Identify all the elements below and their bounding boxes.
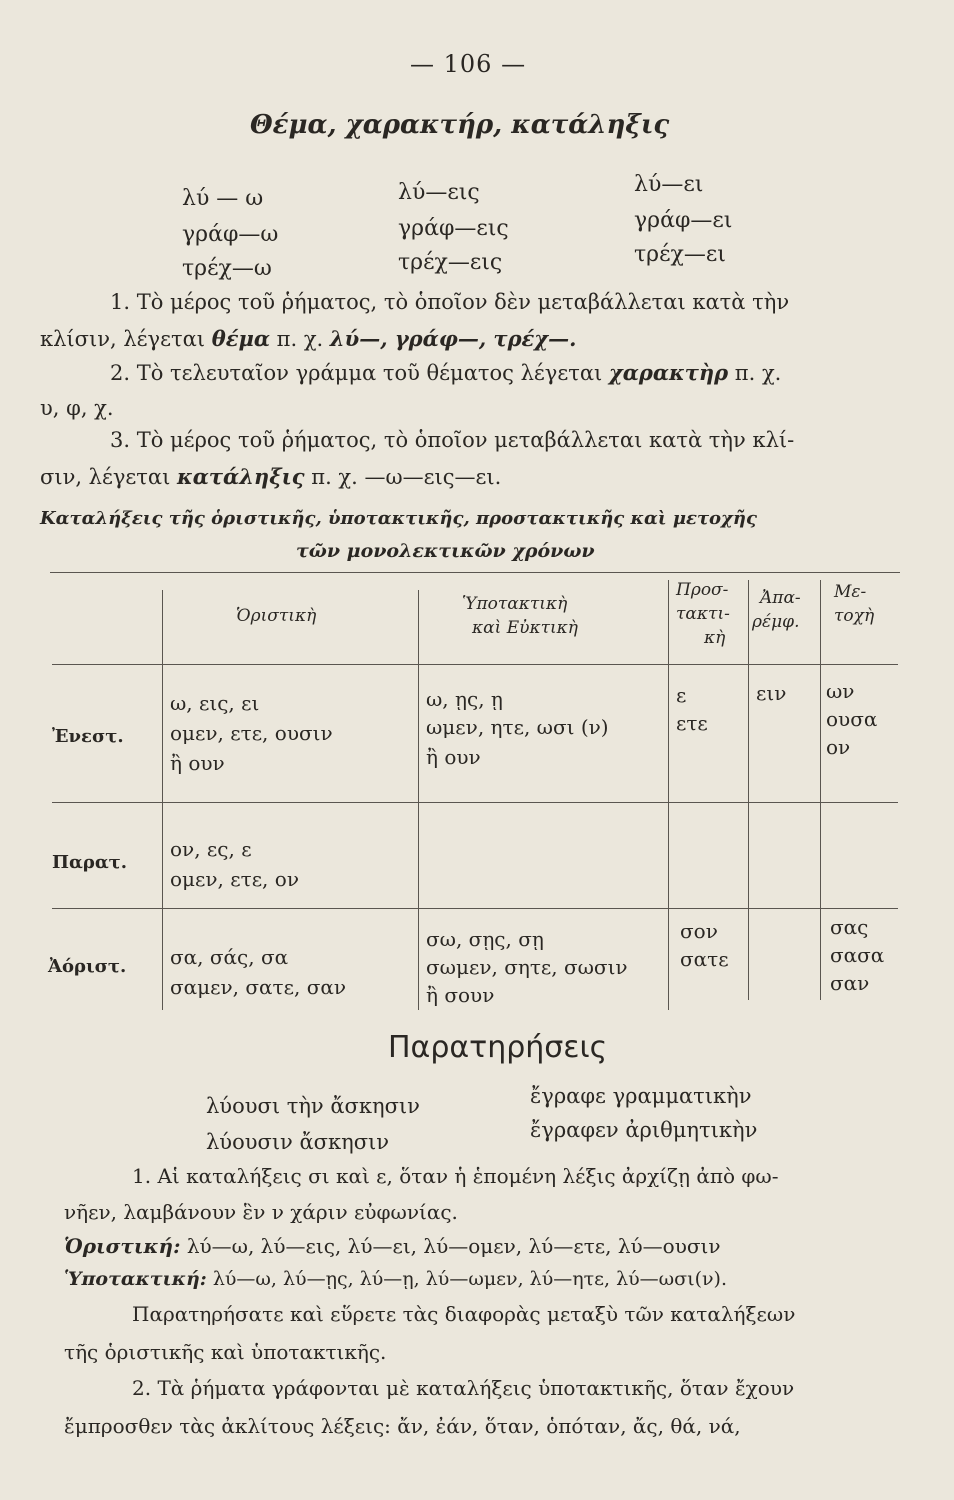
table-col-divider: [748, 580, 749, 1000]
table-subtitle: τῶν μονολεκτικῶν χρόνων: [296, 540, 595, 562]
row-label-parat: Παρατ.: [52, 852, 128, 873]
aorist-prostaktiki: σατε: [680, 947, 729, 971]
example-stems: λύ—, γράφ—, τρέχ—.: [329, 326, 577, 351]
table-top-rule: [50, 572, 900, 573]
row-label-enest: Ἐνεστ.: [52, 726, 124, 747]
table-col-divider: [668, 580, 669, 1010]
example-right: ἔγραφεν ἀριθμητικὴν: [530, 1118, 758, 1142]
ypotaktiki-label: Ὑποτακτική:: [64, 1268, 207, 1290]
header-aparemfato: Ἀπα-: [760, 588, 801, 608]
example-left: λύουσιν ἄσκησιν: [206, 1130, 390, 1154]
aorist-oristiki: σα, σάς, σα: [170, 945, 289, 969]
observations-title: Παρατηρήσεις: [388, 1030, 608, 1065]
enest-prostaktiki: ε: [676, 683, 687, 707]
enest-oristiki: ἢ ουν: [170, 751, 225, 775]
table-col-divider: [820, 580, 821, 1000]
header-metochi: Με-: [834, 582, 867, 602]
enest-metochi: ουσα: [826, 707, 878, 731]
term-thema: θέμα: [211, 326, 270, 351]
header-prostaktiki: Προσ-: [676, 580, 729, 600]
header-ypotaktiki: καὶ Εὐκτικὴ: [472, 618, 578, 638]
rule-1-line-2: κλίσιν, λέγεται θέμα π. χ. λύ—, γράφ—, τρέχ—.: [40, 326, 577, 351]
enest-oristiki: ομεν, ετε, ουσιν: [170, 721, 333, 745]
page-number: — 106 —: [410, 50, 527, 78]
aorist-ypotaktiki: σωμεν, σητε, σωσιν: [426, 955, 628, 979]
conj-cell: λύ—εις: [398, 180, 480, 205]
conj-cell: γράφ—εις: [398, 216, 509, 241]
section-heading: Θέμα, χαρακτήρ, κατάληξις: [250, 110, 670, 140]
conj-cell: γράφ—ω: [182, 222, 279, 247]
enest-ypotaktiki: ἢ ουν: [426, 745, 481, 769]
rule-2-line-2: υ, φ, χ.: [40, 396, 114, 420]
conj-cell: γράφ—ει: [634, 208, 733, 233]
header-ypotaktiki: Ὑποτακτικὴ: [462, 594, 568, 614]
aorist-metochi: σαν: [830, 971, 870, 995]
note-2-line-2: ἔμπροσθεν τὰς ἀκλίτους λέξεις: ἄν, ἐάν, ὅταν, ὁπόταν, ἄς, θά, νά,: [64, 1414, 741, 1438]
rule-2-line-1: 2. Τὸ τελευταῖον γράμμα τοῦ θέματος λέγεται χαρακτὴρ π. χ.: [110, 360, 782, 385]
aorist-ypotaktiki: σω, σῃς, σῃ: [426, 927, 544, 951]
header-metochi: τοχὴ: [834, 606, 875, 626]
term-charaktir: χαρακτὴρ: [608, 360, 729, 385]
term-katalixis: κατάληξις: [177, 464, 305, 489]
row-label-aorist: Ἀόριστ.: [48, 956, 127, 977]
enest-prostaktiki: ετε: [676, 711, 708, 735]
aorist-metochi: σασα: [830, 943, 885, 967]
rule-1-line-1: 1. Τὸ μέρος τοῦ ῥήματος, τὸ ὁποῖον δὲν μεταβάλλεται κατὰ τὴν: [110, 290, 790, 314]
table-col-divider: [162, 590, 163, 1010]
aorist-prostaktiki: σον: [680, 919, 718, 943]
note-1-line-1: 1. Αἱ καταλήξεις σι καὶ ε, ὅταν ἡ ἑπομένη λέξις ἀρχίζῃ ἀπὸ φω-: [132, 1164, 779, 1188]
header-prostaktiki: τακτι-: [676, 604, 730, 624]
parat-oristiki: ον, ες, ε: [170, 837, 252, 861]
compare-line-2: τῆς ὁριστικῆς καὶ ὑποτακτικῆς.: [64, 1340, 387, 1364]
header-prostaktiki: κὴ: [704, 628, 726, 648]
rule-3-line-2: σιν, λέγεται κατάληξις π. χ. —ω—εις—ει.: [40, 464, 502, 489]
compare-line-1: Παρατηρήσατε καὶ εὕρετε τὰς διαφορὰς μεταξὺ τῶν καταλήξεων: [132, 1302, 796, 1326]
oristiki-label: Ὁριστική:: [64, 1234, 181, 1258]
conj-cell: λύ — ω: [182, 186, 264, 211]
conj-cell: τρέχ—εις: [398, 250, 503, 275]
example-right: ἔγραφε γραμματικὴν: [530, 1084, 752, 1108]
enest-oristiki: ω, εις, ει: [170, 691, 260, 715]
conj-cell: τρέχ—ω: [182, 256, 272, 281]
header-aparemfato: ρέμφ.: [752, 612, 800, 632]
enest-ypotaktiki: ω, ῃς, ῃ: [426, 687, 503, 711]
aorist-metochi: σας: [830, 915, 869, 939]
enest-ypotaktiki: ωμεν, ητε, ωσι (ν): [426, 715, 609, 739]
note-2-line-1: 2. Τὰ ῥήματα γράφονται μὲ καταλήξεις ὑποτακτικῆς, ὅταν ἔχουν: [132, 1376, 795, 1400]
conj-cell: τρέχ—ει: [634, 242, 726, 267]
enest-metochi: ον: [826, 735, 851, 759]
aorist-oristiki: σαμεν, σατε, σαν: [170, 975, 347, 999]
oristiki-forms: Ὁριστική: λύ—ω, λύ—εις, λύ—ει, λύ—ομεν, λύ—ετε, λύ—ουσιν: [64, 1234, 721, 1258]
ypotaktiki-forms: Ὑποτακτική: λύ—ω, λύ—ῃς, λύ—ῃ, λύ—ωμεν, λύ—ητε, λύ—ωσι(ν).: [64, 1268, 727, 1290]
rule-3-line-1: 3. Τὸ μέρος τοῦ ῥήματος, τὸ ὁποῖον μεταβάλλεται κατὰ τὴν κλί-: [110, 428, 795, 452]
example-left: λύουσι τὴν ἄσκησιν: [206, 1094, 420, 1118]
conj-cell: λύ—ει: [634, 172, 704, 197]
header-oristiki: Ὁριστικὴ: [236, 606, 317, 626]
table-title: Καταλήξεις τῆς ὁριστικῆς, ὑποτακτικῆς, προστακτικῆς καὶ μετοχῆς: [40, 508, 757, 529]
note-1-line-2: νῆεν, λαμβάνουν ἓν ν χάριν εὐφωνίας.: [64, 1200, 458, 1224]
table-header-rule: [52, 664, 898, 665]
aorist-ypotaktiki: ἢ σουν: [426, 983, 495, 1007]
parat-oristiki: ομεν, ετε, ον: [170, 867, 299, 891]
table-col-divider: [418, 590, 419, 1010]
table-row-rule: [52, 908, 898, 909]
enest-metochi: ων: [826, 679, 855, 703]
enest-aparemfato: ειν: [756, 681, 787, 705]
table-row-rule: [52, 802, 898, 803]
